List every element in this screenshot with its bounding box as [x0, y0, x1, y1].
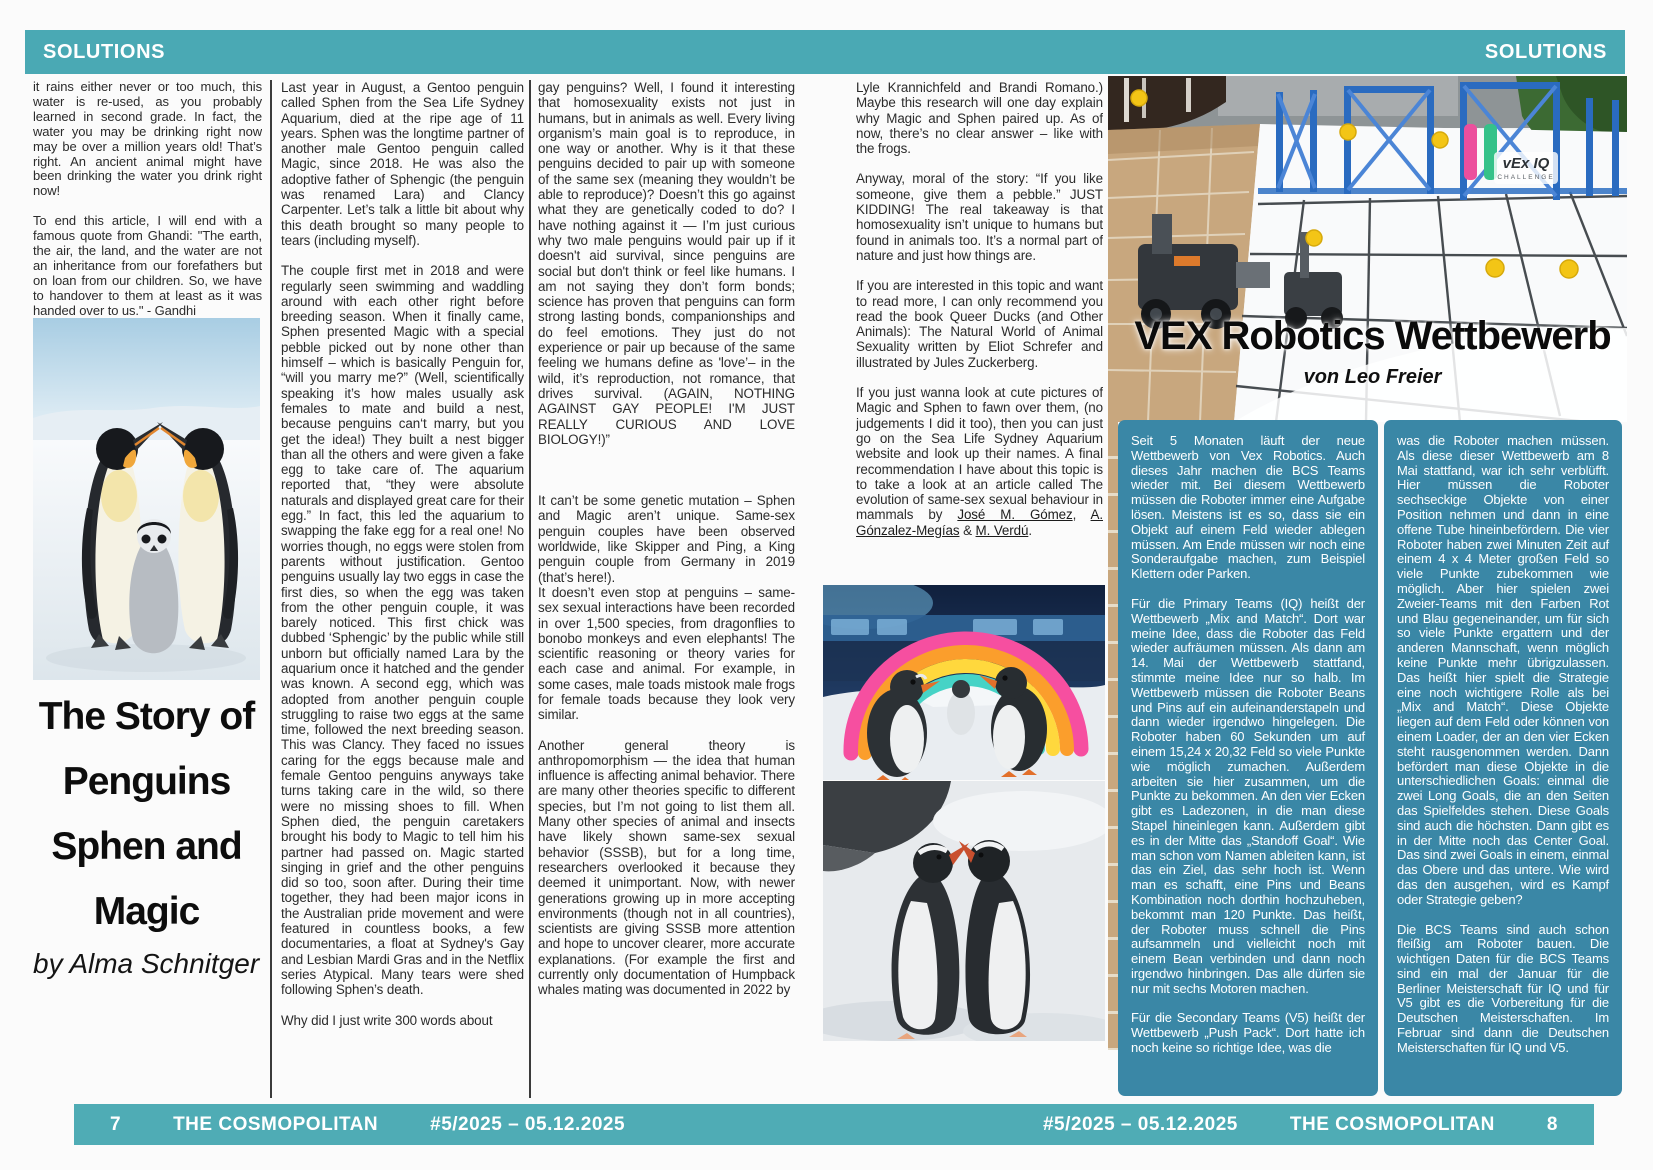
- paragraph: The couple first met in 2018 and were regularly seen swimming and waddling around with each other right before breeding season. When it finally came, Sphen presented Magic with a special pebble picked out by none other than himself – which is basically Penguin for, “will you marry me?” (Well, scientifically speaking it’s how males usually ask females to mate and build a nest, because penguins can‘t marry, but you get the idea!) They built a nest bigger than all the others and were given a fake egg to take care of. The aquarium reported that, “they were absolute naturals and displayed great care for their egg.” In fact, this led the aquarium to swapping the fake egg for a real one! No worries though, no eggs were stolen from parents without justification. Gentoo penguins usually lay two eggs in case the first dies, so when the egg was taken from the other penguin couple, it was barely noticed. This first chick was dubbed ‘Sphengic’ by the public while still unborn but officially named Lara by the aquarium once it hatched and the gender was known. A second egg, which was adopted from another penguin couple struggling to raise two eggs at the same time, followed the next breeding season. This was Clancy. They faced no issues caring for the eggs because male and female Gentoo penguins anyways take turns taking care in the wild, so there were no missing shoes to fill. When Sphen died, the penguin caretakers brought his body to Magic to tell him his partner had passed on. Magic started singing in grief and the other penguins did so too, soon after. During their time together, they had been major icons in the Australian pride movement and were featured in countless books, a few documentaries, a float at Sydney's Gay and Lesbian Mardi Gras and in the Netflix series Atypical. Many tears were shed following Sphen’s death.: [281, 263, 524, 998]
- paragraph: It doesn’t even stop at penguins – same-sex sexual interactions have been recorded in over 1,500 species, from dragonflies to bonobo monkeys and even elephants! The scientific reasoning or theory varies for each case and animal. For example, in some cases, male toads mistook male frogs for female toads because they look very similar.: [538, 584, 795, 723]
- vex-logo-text: vEx IQ: [1502, 155, 1550, 172]
- paragraph: If you are interested in this topic and want to read more, I can only recommend you read the book Queer Ducks (and Other Animals): The Natural World of Animal Sexuality written by Eliot Schrefer and illustrated by Jules Zuckerberg.: [856, 278, 1103, 370]
- paragraph: Anyway, moral of the story: “If you like someone, give them a pebble.” JUST KIDDING! The real takeaway is that homosexuality isn’t unique to humans but found in animals too. It’s a normal part of nature and just how things are.: [856, 171, 1103, 263]
- author-link-gomez[interactable]: José M. Gómez: [957, 507, 1073, 523]
- section-label-left: SOLUTIONS: [43, 40, 166, 63]
- author-link-verdu[interactable]: M. Verdú: [975, 522, 1029, 538]
- penguin-couple-photo: [823, 781, 1105, 1041]
- vex-logo-subtext: CHALLENGE: [1497, 174, 1555, 181]
- author-link-gonzalez-megias[interactable]: A. Gónzalez-Megías: [856, 507, 1103, 538]
- rainbow-penguins-photo: [823, 585, 1105, 780]
- paragraph: gay penguins? Well, I found it interesting that homosexuality exists not just in humans, but in animals as well. Every living organism’s main goal is to reproduce, in one way or another. Why is it that these penguins decided to pair up with someone of the same sex (meaning they wouldn’t be able to reproduce)? Doesn’t this go against what they are genetically coded to do? I have nothing against it — I’m just curious why two male penguins would pair up if it doesn't aid survival, since penguins are social but don't think or feel like humans. I am not saying they don’t form bonds; science has proven that penguins can form strong lasting bonds, companionships and do feel emotions. They just do not experience or pair up because of the same feeling we humans define as 'love’– in the wild, it’s reproduction, not romance, that drives survival. (AGAIN, NOTHING AGAINST GAY PEOPLE! I'M JUST REALLY CURIOUS AND LOVE BIOLOGY!)”: [538, 80, 795, 447]
- separator: ,: [1072, 507, 1091, 523]
- article-column-4: [856, 80, 1103, 585]
- penguin-couple-illustration: [823, 781, 1105, 1041]
- article-column-1: [33, 80, 262, 318]
- paragraph: Last year in August, a Gentoo penguin called Sphen from the Sea Life Sydney Aquarium, died at the ripe age of 11 years. Sphen was the longtime partner of another male Gentoo penguin called Magic, since 2018. He was also the adoptive father of Sphengic (the penguin was renamed Lara) and Clancy Carpenter. Let’s talk a little bit about why this death brought so many people to tears (including myself).: [281, 80, 524, 248]
- penguin-article-byline: by Alma Schnitger: [33, 948, 260, 979]
- paragraph: was die Roboter machen müssen. Als diese dieser Wettbewerb am 8 Mai stattfand, war ich sehr verblüfft. Hier müssen die Roboter sechseckige Objekte von einer Position nehmen und dann in eine offene Tube hineinbefördern. Die vier Roboter haben zwei Minuten Zeit auf einem 4 x 4 Meter großen Feld so viele Punkte zubekommen wie möglich. Aber hier spielen zwei Zweier-Teams mit den Farben Rot und Blau gegeneinander, um für sich so viele Punkte ergattern und der anderen Mannschaft, wenn möglich keine Punkte mehr übrigzulassen. Das heißt hier spielt die Strategie eine noch wichtigere Rolle als bei „Mix and Match“. Diese Objekte liegen auf dem Feld oder können von einem Loader, der an den vier Ecken steht rausgenommen werden. Dann befördert man diese Objekte in die unterschiedlichen Goals: einmal die zwei Long Goals, die an den Seiten das Spielfeldes stehen. Diese Goals sind auch die höchsten. Dann gibt es in der Mitte noch das Center Goal. Das sind zwei Goals in einem, einmal das Obere und das untere. Wie wird das den ausgehen, wird es Kampf oder Strategie geben?: [1397, 433, 1609, 907]
- magazine-name-left: THE COSMOPOLITAN: [173, 1113, 379, 1135]
- paragraph: Für die Primary Teams (IQ) heißt der Wettbewerb „Mix and Match“. Dort war meine Idee, dass die Roboter das Feld wieder aufräumen müssen. Als dann am 14. Mai der Wettbewerb stattfand, stimmte meine Idee nur so halb. Im Wettbewerb müssen die Roboter Beans und Pins auf ein aufeinanderstapeln und dann wieder irgendwo hingelegen. Die Roboter haben 60 Sekunden um auf einem 15,24 x 20,32 Feld so viele Punkte wie möglich zumachen. Außerdem arbeiten sie hier zusammen, um die Punkte zu bekommen. An den vier Ecken gibt es Ladezonen, in die man diese Stapel hineinlegen kann. Außerdem gibt es in der Mitte das „Standoff Goal“. Wie man schon vom Namen ableiten kann, ist das ein Ziel, das sehr hoch ist. Wenn man es schafft, eine Pins und Beans Kombination noch dorthin hochzuheben, bekommt man 120 Punkte. Das heißt, der Roboter muss schnell die Pins aufsammeln und vielleicht noch mit einem Bean verbinden und dann noch irgendwo hinbringen. Das alle dürfen sie nur mit sechs Motoren machen.: [1131, 595, 1365, 996]
- column-divider: [270, 80, 272, 1098]
- paragraph: Für die Secondary Teams (V5) heißt der Wettbewerb „Push Pack“. Dort hatte ich noch keine so richtige Idee, was die: [1131, 1010, 1365, 1056]
- section-label-right: SOLUTIONS: [1484, 40, 1607, 63]
- paragraph: Lyle Krannichfeld and Brandi Romano.) Maybe this research will one day explain why Magic and Sphen paired up. As of now, there’s no clear answer – like with the frogs.: [856, 80, 1103, 157]
- issue-date-right: #5/2025 – 05.12.2025: [1042, 1113, 1238, 1135]
- magazine-name-right: THE COSMOPOLITAN: [1289, 1113, 1495, 1135]
- vex-article-byline: von Leo Freier: [1303, 366, 1442, 388]
- article-column-3: [538, 80, 795, 1098]
- paragraph: To end this article, I will end with a famous quote from Ghandi: "The earth, the air, the land, and the water are not an inheritance from our forefathers but on loan from our children. So, we have to handover to them at least as it was handed over to us." - Gandhi: [33, 213, 262, 318]
- rainbow-penguins-illustration: [823, 585, 1105, 780]
- column-divider: [529, 80, 531, 1098]
- vex-article-title: VEX Robotics Wettbewerb: [1134, 314, 1611, 358]
- emperor-penguins-photo: [33, 318, 260, 680]
- paragraph-text: If you just wanna look at cute pictures of Magic and Sphen to fawn over them, (no judgements I did it too), then you can just go on the Sea Life Sydney Aquarium website and look up their names. A final recommendation I have about this topic is to take a look at an article called The evolution of same-sex sexual behaviour in mammals by: [856, 385, 1103, 523]
- paragraph: Why did I just write 300 words about: [281, 1012, 493, 1028]
- issue-date-left: #5/2025 – 05.12.2025: [430, 1113, 626, 1135]
- separator: &: [959, 522, 976, 538]
- german-text-box-1: [1118, 420, 1378, 1096]
- paragraph: it rains either never or too much, this water is re-used, as you probably learned in second grade. In fact, the water you may be drinking right now may be over a million years old! That’s right. An ancient animal might have been drinking the water you drink right now!: [33, 80, 262, 199]
- paragraph: It can’t be some genetic mutation – Sphen and Magic aren’t unique. Same-sex penguin couples have been observed worldwide, like Skipper and Ping, a King penguin couple from Germany in 2019 (that’s here!).: [538, 493, 795, 585]
- emperor-penguins-illustration: [33, 318, 260, 680]
- footer-band: [74, 1104, 1594, 1145]
- paragraph: Die BCS Teams sind auch schon fleißig am Roboter bauen. Die wichtigen Daten für die BCS Teams sind ein mal der Januar für die Berliner Meisterschaft für IQ und für V5 gibt es die Vorbereitung für die Deutschen Meisterschaften. Im Februar sind dann die Deutschen Meisterschaften für IQ und V5.: [1397, 921, 1609, 1055]
- pavement-strip: [1108, 422, 1118, 1050]
- footer-right-group: [1043, 1114, 1558, 1136]
- german-text-box-2: [1384, 420, 1622, 1096]
- page-number-right: 8: [1546, 1113, 1558, 1135]
- footer-left-group: [110, 1114, 625, 1136]
- separator: .: [1028, 522, 1032, 538]
- article-column-2: [281, 80, 524, 1098]
- penguin-article-title: The Story of Penguins Sphen and Magic: [38, 695, 255, 933]
- paragraph: Another general theory is anthropomorphism — the idea that human influence is affecting animal behavior. There are many other theories specific to different species, but I’m not going to list them all. Many other species of animal and insects have likely shown same-sex sexual behavior (SSSB), but for a long time, researchers overlooked it because they deemed it unimportant. Now, with newer generations growing up in more accepting environments (though not in all countries), scientists are giving SSSB more attention and hope to uncover clearer, more accurate explanations. (For example the first and currently only documentation of Humpback whales mating was documented in 2022 by: [538, 737, 795, 998]
- page-number-left: 7: [110, 1113, 122, 1135]
- header-band: [25, 30, 1625, 74]
- paragraph-with-links: [856, 385, 1103, 538]
- paragraph: Seit 5 Monaten läuft der neue Wettbewerb von Vex Robotics. Auch dieses Jahr machen die BCS Teams wieder mit. Bei diesem Wettbewerb müssen die Roboter immer eine Aufgabe lösen. Meistens ist es so, dass sie ein Objekt auf einem Feld wieder ablegen müssen. Am Ende müssen wir noch eine Sonderaufgabe machen, zum Beispiel Klettern oder Parken.: [1131, 433, 1365, 582]
